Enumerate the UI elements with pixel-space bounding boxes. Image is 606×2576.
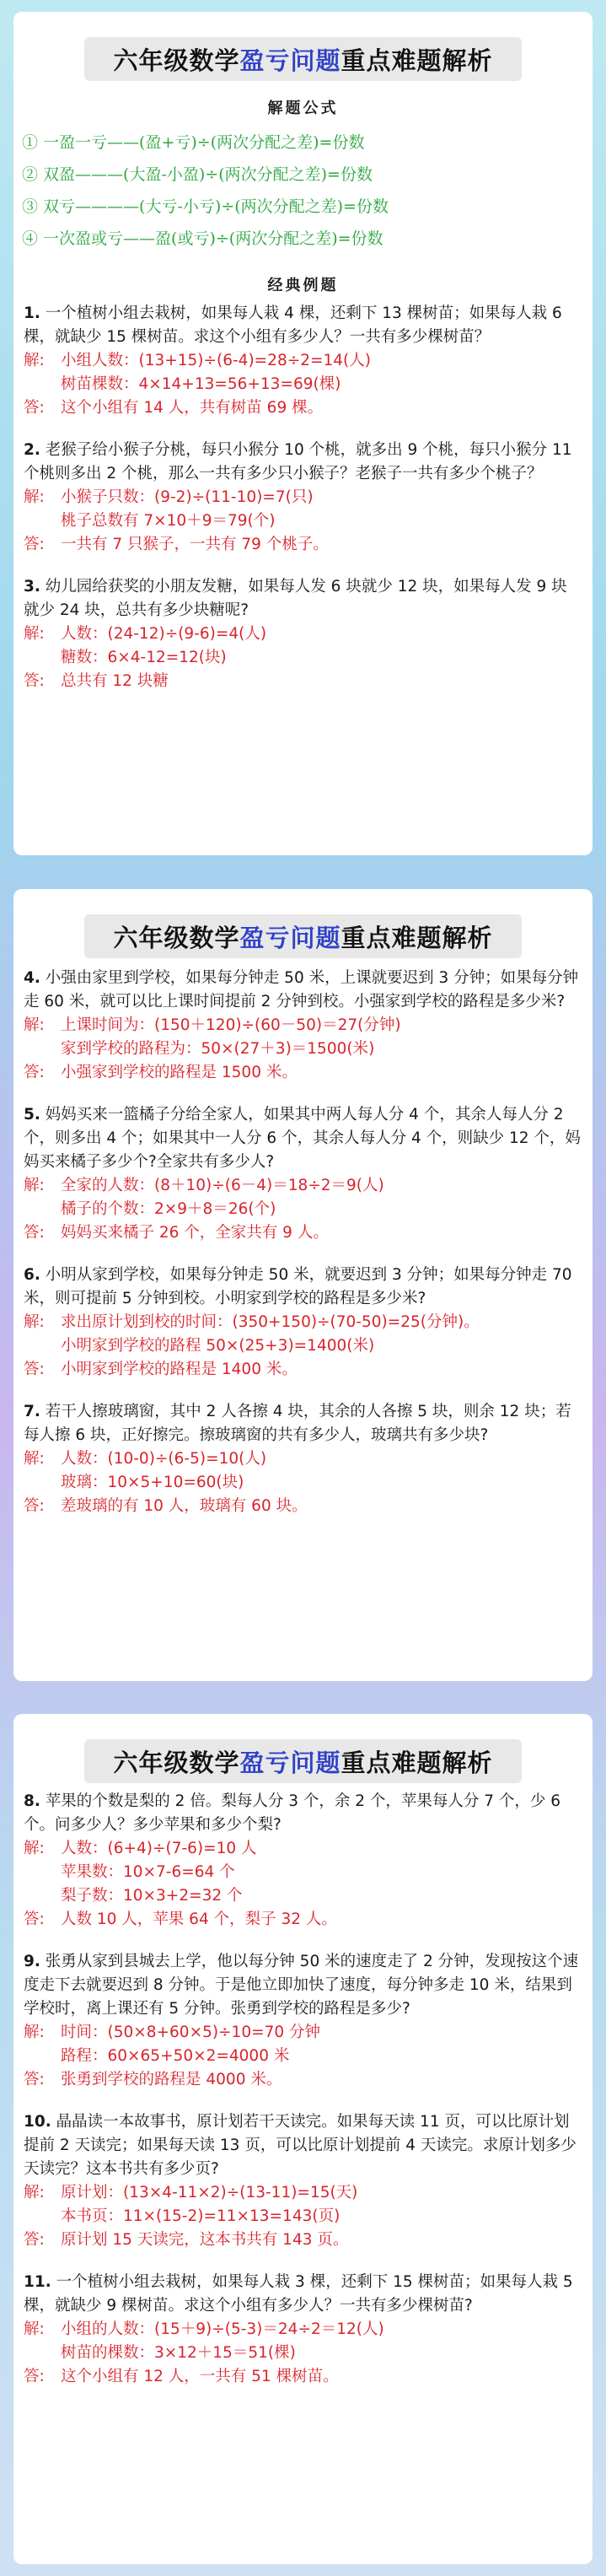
problem-text: 苹果的个数是梨的 2 倍。梨每人分 3 个，余 2 个，苹果每人分 7 个，少 6 个。问多少人？多少苹果和多少个梨?	[24, 1792, 561, 1834]
formula-item: ③ 双亏————(大亏-小亏)÷(两次分配之差)=份数	[22, 197, 389, 216]
solution: 解: 人数：(6+4)÷(7-6)=10 人 苹果数：10×7-6=64 个 梨子数：10×3+2=32 个 答: 人数 10 人，苹果 64 个，梨子 32 人。	[24, 1840, 337, 1928]
solution: 解: 全家的人数：(8＋10)÷(6－4)＝18÷2＝9(人) 橘子的个数：2×9＋8＝26(个) 答: 妈妈买来橘子 26 个，全家共有 9 人。	[24, 1177, 384, 1242]
answer: 这个小组有 12 人，一共有 51 棵树苗。	[61, 2368, 339, 2385]
page-title: 六年级数学 盈亏问题 重点难题解析	[84, 914, 521, 958]
solution: 解: 求出原计划到校的时间：(350+150)÷(70-50)=25(分钟)。 小明家到学校的路程 50×(25+3)=1400(米) 答: 小明家到学校的路程是 1400 米。	[24, 1313, 480, 1378]
examples-heading: 经典例题	[267, 277, 339, 294]
problem-5: 5. 妈妈买来一篮橘子分给全家人，如果其中两人每人分 4 个，其余人每人分 2 个，则多出 4 个；如果其中一人分 6 个，其余人每人分 4 个，则缺少 12 个，妈妈买来橘子多少个?全家共有多少人? 解: 全家的人数：(8＋10)÷(6－4)＝18÷2＝9(人) 橘子的个数：2×9＋8＝26(个) 答: 妈妈买来橘子 26 个，全家共有 9 人。	[24, 1103, 582, 1245]
answer: 人数 10 人，苹果 64 个，梨子 32 人。	[61, 1910, 337, 1928]
formula-item: ④ 一次盈或亏——盈(或亏)÷(两次分配之差)=份数	[22, 229, 383, 248]
answer: 这个小组有 14 人，共有树苗 69 棵。	[61, 399, 324, 417]
problem-text: 老猴子给小猴子分桃，每只小猴分 10 个桃，就多出 9 个桃，每只小猴分 11 个桃则多出 2 个桃，那么一共有多少只小猴子？老猴子一共有多少个桃子？	[24, 441, 572, 482]
problem-1: 1. 一个植树小组去栽树，如果每人栽 4 棵，还剩下 13 棵树苗；如果每人栽 6 棵，就缺少 15 棵树苗。求这个小组有多少人？一共有多少棵树苗？ 解: 小组人数：(13+15)÷(6-4)=28÷2=14(人) 树苗棵数：4×14+13=56+13=69(棵) 答: 这个小组有 14 人，共有树苗 69 棵。	[24, 302, 582, 420]
solution: 解: 小组的人数：(15＋9)÷(5-3)＝24÷2＝12(人) 树苗的棵数：3×12＋15＝51(棵) 答: 这个小组有 12 人，一共有 51 棵树苗。	[24, 2320, 384, 2385]
page-title: 六年级数学 盈亏问题 重点难题解析	[84, 1739, 521, 1783]
problem-11: 11. 一个植树小组去栽树，如果每人栽 3 棵，还剩下 15 棵树苗；如果每人栽 5 棵，就缺少 9 棵树苗。求这个小组有多少人？一共有多少棵树苗? 解: 小组的人数：(15＋9)÷(5-3)＝24÷2＝12(人) 树苗的棵数：3×12＋15＝51(棵) 答: 这个小组有 12 人，一共有 51 棵树苗。	[24, 2271, 582, 2389]
problem-3: 3. 幼儿园给获奖的小朋友发糖，如果每人发 6 块就少 12 块，如果每人发 9 块就少 24 块，总共有多少块糖呢? 解: 人数：(24-12)÷(9-6)=4(人) 糖数：6×4-12=12(块) 答: 总共有 12 块糖	[24, 575, 582, 693]
problem-text: 若干人擦玻璃窗，其中 2 人各擦 4 块，其余的人各擦 5 块，则余 12 块；若每人擦 6 块，正好擦完。擦玻璃窗的共有多少人，玻璃共有多少块?	[24, 1403, 571, 1444]
problem-text: 小强由家里到学校，如果每分钟走 50 米，上课就要迟到 3 分钟；如果每分钟走 60 米，就可以比上课时间提前 2 分钟到校。小强家到学校的路程是多少米?	[24, 969, 579, 1010]
formula-item: ② 双盈———(大盈-小盈)÷(两次分配之差)=份数	[22, 165, 373, 184]
problem-7: 7. 若干人擦玻璃窗，其中 2 人各擦 4 块，其余的人各擦 5 块，则余 12 块；若每人擦 6 块，正好擦完。擦玻璃窗的共有多少人，玻璃共有多少块? 解: 人数：(10-0)÷(6-5)=10(人) 玻璃：10×5+10=60(块) 答: 差玻璃的有 10 人，玻璃有 60 块。	[24, 1400, 582, 1518]
answer: 总共有 12 块糖	[61, 672, 169, 690]
problem-2: 2. 老猴子给小猴子分桃，每只小猴分 10 个桃，就多出 9 个桃，每只小猴分 11 个桃则多出 2 个桃，那么一共有多少只小猴子？老猴子一共有多少个桃子？ 解: 小猴子只数：(9-2)÷(11-10)=7(只) 桃子总数有 7×10＋9＝79(个) 答: 一共有 7 只猴子，一共有 79 个桃子。	[24, 439, 582, 557]
problem-4: 4. 小强由家里到学校，如果每分钟走 50 米，上课就要迟到 3 分钟；如果每分钟走 60 米，就可以比上课时间提前 2 分钟到校。小强家到学校的路程是多少米? 解: 上课时间为：(150＋120)÷(60－50)＝27(分钟) 家到学校的路程为：50×(27＋3)＝1500(米) 答: 小强家到学校的路程是 1500 米。	[24, 967, 582, 1085]
problem-8: 8. 苹果的个数是梨的 2 倍。梨每人分 3 个，余 2 个，苹果每人分 7 个，少 6 个。问多少人？多少苹果和多少个梨? 解: 人数：(6+4)÷(7-6)=10 人 苹果数：10×7-6=64 个 梨子数：10×3+2=32 个 答: 人数 10 人，苹果 64 个，梨子 32 人。	[24, 1790, 582, 1932]
problem-text: 一个植树小组去栽树，如果每人栽 3 棵，还剩下 15 棵树苗；如果每人栽 5 棵，就缺少 9 棵树苗。求这个小组有多少人？一共有多少棵树苗?	[24, 2273, 573, 2315]
answer: 差玻璃的有 10 人，玻璃有 60 块。	[61, 1497, 308, 1515]
solution: 解: 时间：(50×8+60×5)÷10=70 分钟 路程：60×65+50×2=4000 米 答: 张勇到学校的路程是 4000 米。	[24, 2024, 321, 2088]
solution: 解: 上课时间为：(150＋120)÷(60－50)＝27(分钟) 家到学校的路程为：50×(27＋3)＝1500(米) 答: 小强家到学校的路程是 1500 米。	[24, 1016, 401, 1081]
page-card-2	[13, 889, 593, 1681]
problem-text: 妈妈买来一篮橘子分给全家人，如果其中两人每人分 4 个，其余人每人分 2 个，则多出 4 个；如果其中一人分 6 个，其余人每人分 4 个，则缺少 12 个，妈妈买来橘子多少个?全家共有多少人?	[24, 1106, 581, 1171]
page-card-3	[13, 1714, 593, 2564]
problem-text: 小明从家到学校，如果每分钟走 50 米，就要迟到 3 分钟；如果每分钟走 70 米，则可提前 5 分钟到校。小明家到学校的路程是多少米?	[24, 1266, 572, 1307]
page-card-1	[13, 12, 593, 855]
problem-text: 张勇从家到县城去上学，他以每分钟 50 米的速度走了 2 分钟，发现按这个速度走下去就要迟到 8 分钟。于是他立即加快了速度，每分钟多走 10 米，结果到学校时，离上课还有 5 分钟。张勇到学校的路程是多少?	[24, 1953, 579, 2018]
answer: 小强家到学校的路程是 1500 米。	[61, 1064, 298, 1081]
formula-item: ① 一盈一亏——(盈+亏)÷(两次分配之差)=份数	[22, 133, 365, 152]
answer: 原计划 15 天读完，这本书共有 143 页。	[61, 2231, 349, 2249]
answer: 张勇到学校的路程是 4000 米。	[61, 2071, 282, 2088]
answer: 小明家到学校的路程是 1400 米。	[61, 1361, 298, 1378]
problem-9: 9. 张勇从家到县城去上学，他以每分钟 50 米的速度走了 2 分钟，发现按这个速度走下去就要迟到 8 分钟。于是他立即加快了速度，每分钟多走 10 米，结果到学校时，离上课还有 5 分钟。张勇到学校的路程是多少? 解: 时间：(50×8+60×5)÷10=70 分钟 路程：60×65+50×2=4000 米 答: 张勇到学校的路程是 4000 米。	[24, 1950, 582, 2092]
solution: 解: 原计划：(13×4-11×2)÷(13-11)=15(天) 本书页：11×(15-2)=11×13=143(页) 答: 原计划 15 天读完，这本书共有 143 页。	[24, 2184, 358, 2249]
problem-text: 幼儿园给获奖的小朋友发糖，如果每人发 6 块就少 12 块，如果每人发 9 块就少 24 块，总共有多少块糖呢?	[24, 578, 567, 619]
problem-10: 10. 晶晶读一本故事书，原计划若干天读完。如果每天读 11 页，可以比原计划提前 2 天读完；如果每天读 13 页，可以比原计划提前 4 天读完。求原计划多少天读完？这本书共有多少页? 解: 原计划：(13×4-11×2)÷(13-11)=15(天) 本书页：11×(15-2)=11×13=143(页) 答: 原计划 15 天读完，这本书共有 143 页。	[24, 2110, 582, 2252]
formula-list	[13, 127, 593, 255]
answer: 一共有 7 只猴子，一共有 79 个桃子。	[61, 536, 329, 553]
formula-heading: 解题公式	[267, 100, 339, 117]
solution: 解: 人数：(24-12)÷(9-6)=4(人) 糖数：6×4-12=12(块) 答: 总共有 12 块糖	[24, 625, 267, 690]
problem-text: 晶晶读一本故事书，原计划若干天读完。如果每天读 11 页，可以比原计划提前 2 天读完；如果每天读 13 页，可以比原计划提前 4 天读完。求原计划多少天读完？这本书共有多少页?	[24, 2113, 577, 2178]
solution: 解: 人数：(10-0)÷(6-5)=10(人) 玻璃：10×5+10=60(块) 答: 差玻璃的有 10 人，玻璃有 60 块。	[24, 1450, 308, 1515]
solution: 解: 小组人数：(13+15)÷(6-4)=28÷2=14(人) 树苗棵数：4×14+13=56+13=69(棵) 答: 这个小组有 14 人，共有树苗 69 棵。	[24, 352, 371, 417]
page-title: 六年级数学 盈亏问题 重点难题解析	[84, 37, 521, 81]
solution: 解: 小猴子只数：(9-2)÷(11-10)=7(只) 桃子总数有 7×10＋9＝79(个) 答: 一共有 7 只猴子，一共有 79 个桃子。	[24, 488, 329, 553]
problem-6: 6. 小明从家到学校，如果每分钟走 50 米，就要迟到 3 分钟；如果每分钟走 70 米，则可提前 5 分钟到校。小明家到学校的路程是多少米? 解: 求出原计划到校的时间：(350+150)÷(70-50)=25(分钟)。 小明家到学校的路程 50×(25+3)=1400(米) 答: 小明家到学校的路程是 1400 米。	[24, 1264, 582, 1382]
answer: 妈妈买来橘子 26 个，全家共有 9 人。	[61, 1224, 329, 1242]
problem-text: 一个植树小组去栽树，如果每人栽 4 棵，还剩下 13 棵树苗；如果每人栽 6 棵，就缺少 15 棵树苗。求这个小组有多少人？一共有多少棵树苗？	[24, 304, 562, 346]
